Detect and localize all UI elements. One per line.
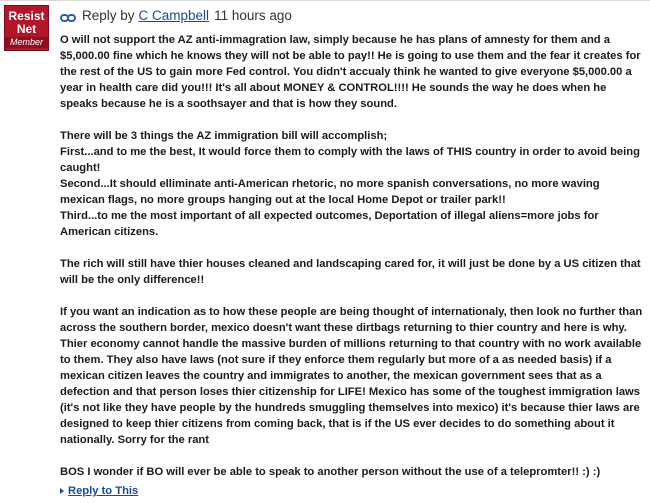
paragraph-5: BOS I wonder if BO will ever be able to speak to another person without the use of a telepromter!! :) :) xyxy=(60,466,601,478)
comment-header xyxy=(60,8,292,23)
reply-link-label: Reply to This xyxy=(68,485,139,497)
reply-to-this-link[interactable] xyxy=(60,485,138,497)
avatar[interactable] xyxy=(4,5,49,51)
timestamp: 11 hours ago xyxy=(214,8,292,23)
paragraph-4: If you want an indication as to how these people are being thought of internationaly, then look no further than across the southern border, mexico doesn't want these dirtbags returning to thier country and here is why. Thier economy cannot handle the massive burden of millions returning to that country with no work available to them. They also have laws (not sure if they enforce them regularly but more of a as needed basis) if a mexican citizen leaves the country and immigrates to another, the mexican government sees that as a defection and that person loses thier citizenship for LIFE! Mexico has some of the toughest immigration laws (it's not like they have people by the hundreds smuggling themselves into mexico) it's because thier laws are designed to keep thier citizens from coming back, that is if the US ever decides to do something about it nationally. Sorry for the rant xyxy=(60,306,643,446)
triangle-right-icon xyxy=(60,488,64,494)
paragraph-2-third: Third...to me the most important of all expected outcomes, Deportation of illegal aliens=more jobs for American citizens. xyxy=(60,210,599,238)
avatar-line-2: Net xyxy=(16,22,37,36)
comment-body xyxy=(60,32,645,480)
paragraph-2-intro: There will be 3 things the AZ immigration bill will accomplish; xyxy=(60,130,388,142)
paragraph-3: The rich will still have thier houses cleaned and landscaping cared for, it will just be done by a US citizen that will be the only difference!! xyxy=(60,258,641,286)
paragraph-2-second: Second...It should elliminate anti-American rhetoric, no more spanish conversations, no more waving mexican flags, no more groups hanging out at the local Home Depot or trailer park!! xyxy=(60,178,600,206)
chain-link-icon xyxy=(60,11,76,21)
avatar-line-1: Resist xyxy=(8,9,45,23)
author-link[interactable]: C Campbell xyxy=(138,8,210,23)
avatar-line-3: Member xyxy=(5,37,48,48)
paragraph-2-first: First...and to me the best, It would force them to comply with the laws of THIS country in order to avoid being caught! xyxy=(60,146,640,174)
reply-by-label: Reply by xyxy=(82,8,135,23)
paragraph-1: O will not support the AZ anti-immagration law, simply because he has plans of amnesty for them and a $5,000.00 fine which he knows they will not be able to pay!! He is going to use them and the fear it creates for the rest of the US to gain more Fed control. You didn't accualy think he wanted to give everyone $5,000.00 a year in health care did you!!! It's all about MONEY & CONTROL!!!! He sounds the way he does when he speaks because he is a soothsayer and that is how they sound. xyxy=(60,34,641,110)
